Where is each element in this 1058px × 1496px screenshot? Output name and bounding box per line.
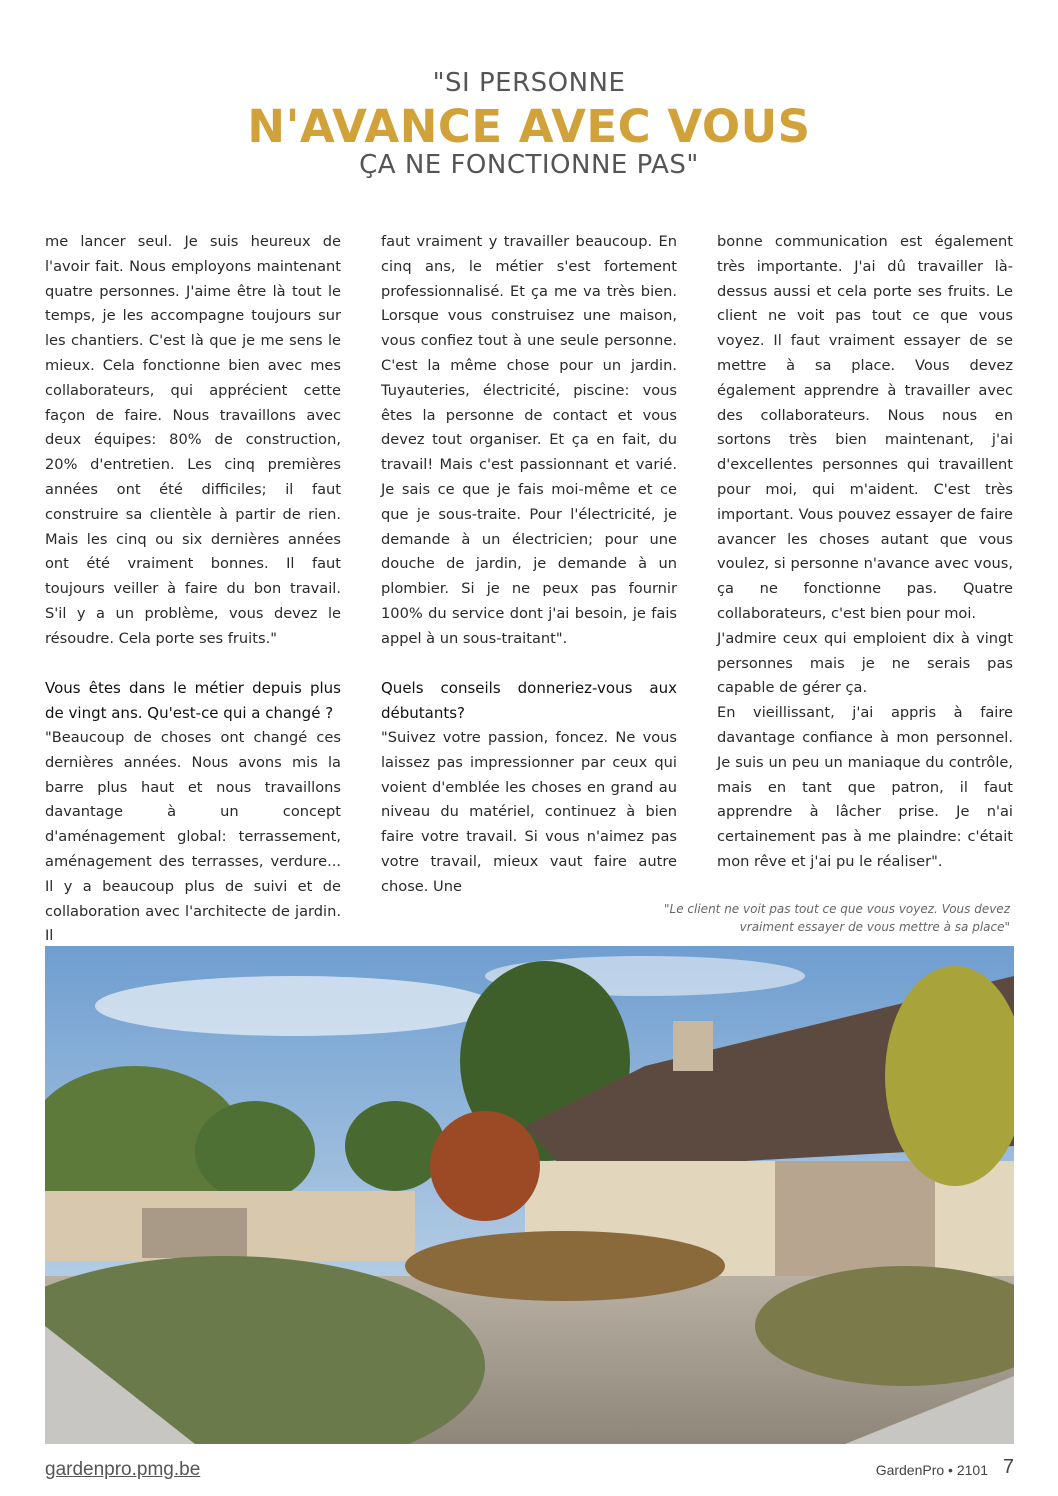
page-number: 7 — [1002, 1456, 1014, 1478]
article-paragraph: me lancer seul. Je suis heureux de l'avoir fait. Nous employons maintenant quatre personnes. J'aime être là tout le temps, je les accompagne toujours sur les chantiers. C'est là que je me sens le mieux. Cela fonctionne bien avec mes collaborateurs, qui apprécient cette façon de faire. Nous travaillons avec deux équipes: 80% de construction, 20% d'entretien. Les cinq premières années ont été difficiles; il faut construire sa clientèle à partir de rien. Mais les cinq ou six dernières années ont été vraiment bonnes. Il faut toujours veiller à faire du bon travail. S'il y a un problème, vous devez le résoudre. Cela porte ses fruits." — [45, 233, 341, 647]
garden-photo — [45, 946, 1014, 1444]
headline-line-2: N'AVANCE AVEC VOUS — [247, 100, 811, 153]
issue-label: GardenPro • 2101 — [875, 1462, 988, 1478]
article-paragraph: En vieillissant, j'ai appris à faire davantage confiance à mon personnel. Je suis un peu un maniaque du contrôle, mais en tant que patron, il faut apprendre à lâcher prise. Je n'ai certainement pas à me plaindre: c'était mon rêve et j'ai pu le réaliser". — [717, 704, 1013, 870]
pull-quote: "Le client ne voit pas tout ce que vous voyez. Vous devez vraiment essayer de vous mettre à sa place" — [664, 902, 1010, 934]
article-paragraph: J'admire ceux qui emploient dix à vingt personnes mais je ne serais pas capable de gérer ça. — [717, 629, 1013, 697]
interview-question: Vous êtes dans le métier depuis plus de vingt ans. Qu'est-ce qui a changé ? — [45, 679, 341, 723]
article-paragraph: faut vraiment y travailler beaucoup. En cinq ans, le métier s'est fortement professionnalisé. Et ça me va très bien. Lorsque vous construisez une maison, vous confiez tout à une seule personne. C'est la même chose pour un jardin. Tuyauteries, électricité, piscine: vous êtes la personne de contact et vous devez tout organiser. Et ça en fait, du travail! Mais c'est passionnant et varié. Je sais ce que je fais moi-même et ce que je sous-traite. Pour l'électricité, je demande à un électricien; pour une douche de jardin, je demande à un plombier. Si je ne peux pas fournir 100% du service dont j'ai besoin, je fais appel à un sous-traitant". — [381, 233, 677, 647]
article-paragraph: "Beaucoup de choses ont changé ces dernières années. Nous avons mis la barre plus haut et nous travaillons davantage à un concept d'aménagement global: terrassement, aménagement des terrasses, verdure... Il y a beaucoup plus de suivi et de collaboration avec l'architecte de jardin. Il — [45, 728, 341, 945]
garden-photo-illustration — [45, 946, 1014, 1444]
paragraph-spacer — [381, 652, 677, 677]
article-paragraph: bonne communication est également très importante. J'ai dû travailler là-dessus aussi et cela porte ses fruits. Le client ne voit pas tout ce que vous voyez. Il faut vraiment essayer de se mettre à sa place. Vous devez également apprendre à travailler avec des collaborateurs. Nous nous en sortons très bien maintenant, j'ai d'excellentes personnes qui travaillent pour moi, qui m'aident. C'est très important. Vous pouvez essayer de faire avancer les choses autant que vous voulez, si personne n'avance avec vous, ça ne fonctionne pas. Quatre collaborateurs, c'est bien pour moi. — [717, 233, 1013, 622]
paragraph-spacer — [45, 652, 341, 677]
website-link[interactable]: gardenpro.pmg.be — [45, 1459, 201, 1480]
article-column-3 — [717, 230, 1013, 875]
article-paragraph: "Suivez votre passion, foncez. Ne vous laissez pas impressionner par ceux qui voient d'emblée les choses en grand au niveau du matériel, continuez à bien faire votre travail. Si vous n'aimez pas votre travail, mieux vaut faire autre chose. Une — [381, 728, 677, 895]
headline-line-1: "SI PERSONNE — [432, 68, 626, 98]
article-column-1 — [45, 230, 341, 949]
headline-line-3: ÇA NE FONCTIONNE PAS" — [359, 150, 699, 180]
article-column-2 — [381, 230, 677, 900]
interview-question: Quels conseils donneriez-vous aux débutants? — [381, 679, 677, 723]
